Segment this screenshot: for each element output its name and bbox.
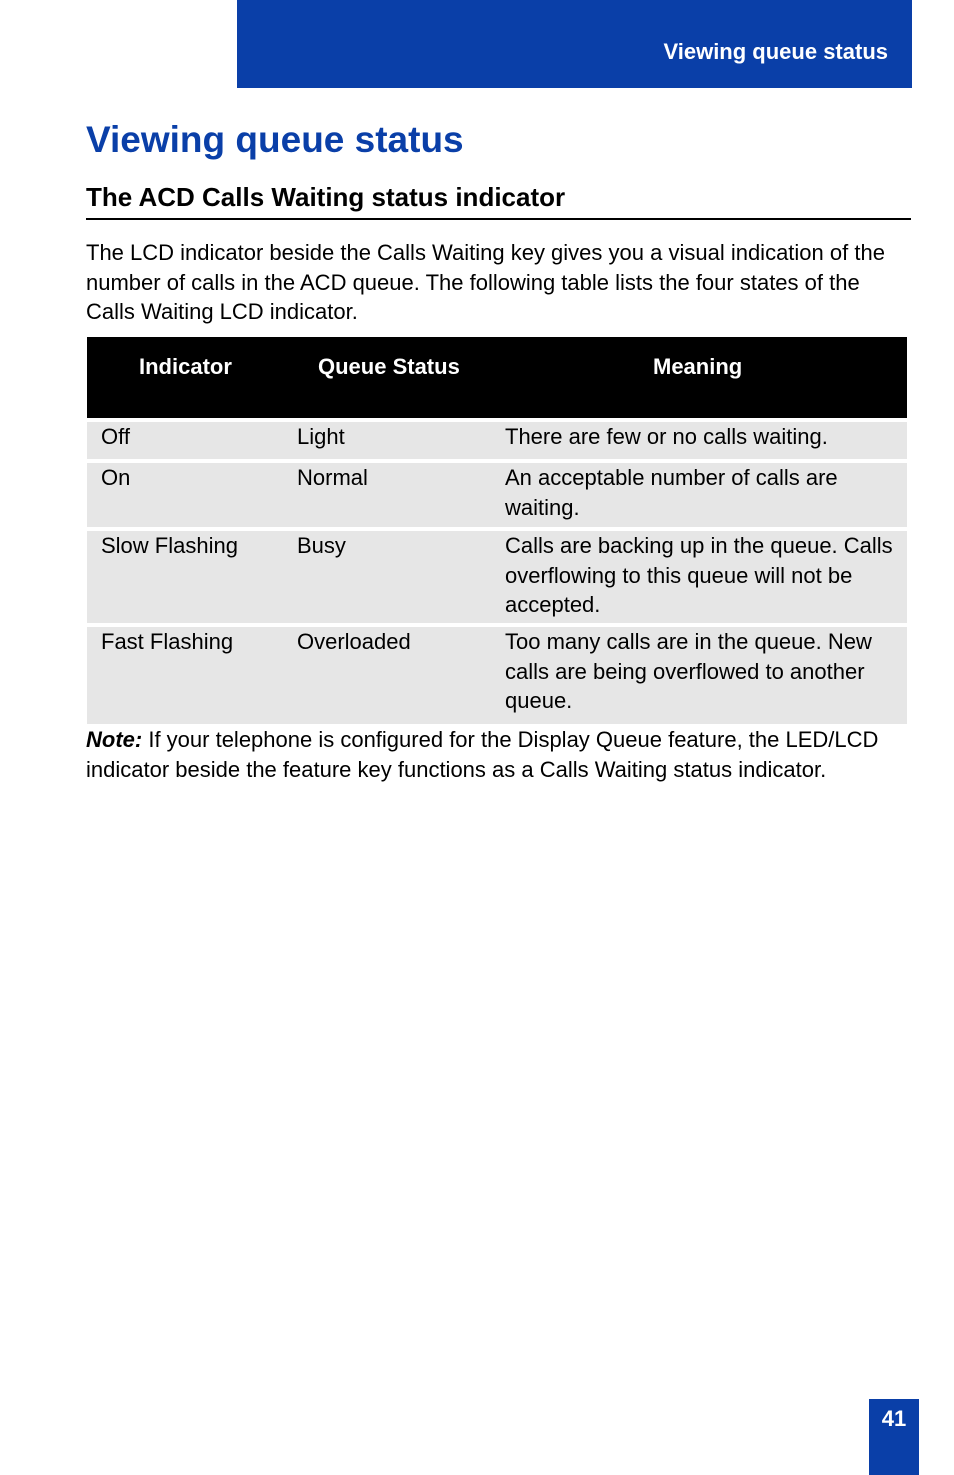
cell-meaning: Too many calls are in the queue. New calls are being overflowed to another queue. bbox=[505, 629, 872, 713]
running-title: Viewing queue status bbox=[663, 39, 888, 64]
intro-paragraph: The LCD indicator beside the Calls Waiting key gives you a visual indication of the number of calls in the ACD queue. The following table lists the four states of the Calls Waiting LCD indicator. bbox=[86, 240, 885, 324]
section-heading: The ACD Calls Waiting status indicator bbox=[86, 180, 911, 220]
column-header-meaning: Meaning bbox=[653, 354, 743, 379]
cell-meaning: Calls are backing up in the queue. Calls overflowing to this queue will not be accepted. bbox=[505, 533, 893, 617]
cell-queue-status: Overloaded bbox=[297, 629, 411, 654]
table-row bbox=[87, 531, 907, 623]
cell-queue-status: Light bbox=[297, 424, 345, 449]
cell-indicator: Slow Flashing bbox=[101, 533, 238, 558]
note-paragraph bbox=[86, 725, 911, 784]
table-row bbox=[87, 463, 907, 527]
page-title: Viewing queue status bbox=[86, 119, 464, 160]
table-row bbox=[87, 422, 907, 459]
note-text: If your telephone is configured for the Display Queue feature, the LED/LCD indicator beside the feature key functions as a Calls Waiting status indicator. bbox=[86, 727, 879, 782]
cell-queue-status: Busy bbox=[297, 533, 346, 558]
status-table bbox=[87, 337, 907, 724]
table-row bbox=[87, 627, 907, 724]
column-header-indicator: Indicator bbox=[139, 354, 232, 379]
cell-queue-status: Normal bbox=[297, 465, 368, 490]
header-bar bbox=[237, 0, 912, 88]
page-number-box bbox=[869, 1399, 919, 1475]
column-header-queue-status: Queue Status bbox=[318, 354, 460, 379]
cell-indicator: Fast Flashing bbox=[101, 629, 234, 654]
cell-indicator: On bbox=[101, 465, 131, 490]
cell-meaning: There are few or no calls waiting. bbox=[505, 424, 828, 449]
cell-indicator: Off bbox=[101, 424, 130, 449]
note-label: Note: bbox=[86, 727, 143, 752]
cell-meaning: An acceptable number of calls are waiting. bbox=[505, 465, 838, 520]
page-number: 41 bbox=[881, 1406, 907, 1431]
table-header bbox=[87, 337, 907, 418]
